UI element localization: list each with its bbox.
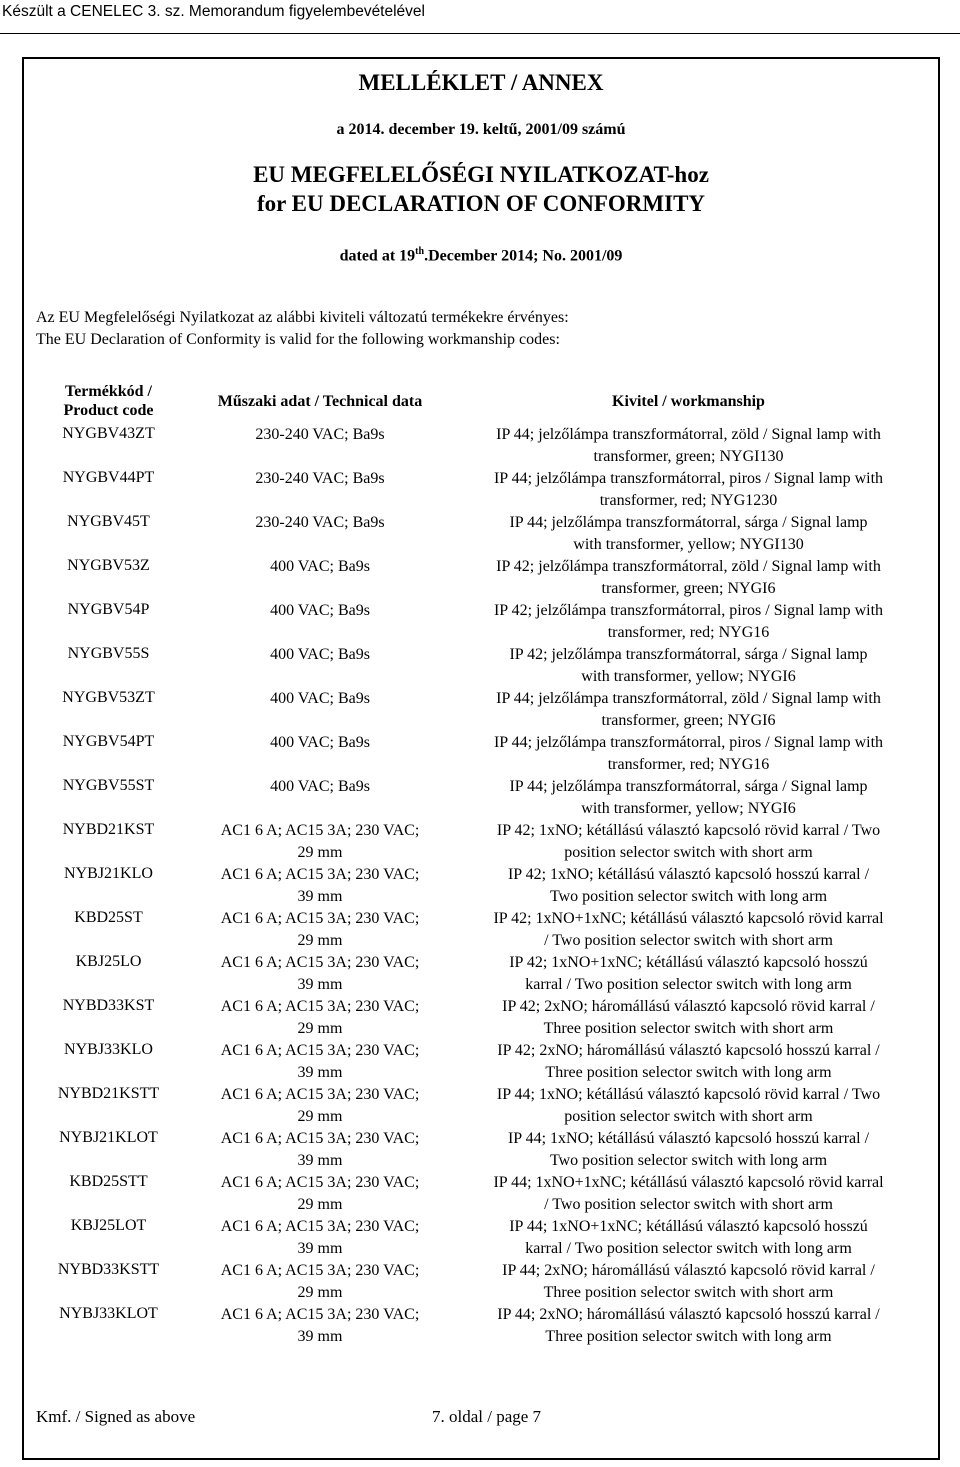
product-code: NYGBV54P <box>67 601 150 618</box>
technical-data <box>186 908 454 952</box>
product-code: KBD25ST <box>74 909 143 926</box>
workmanship-line: IP 42; 2xNO; háromállású választó kapcsoló hosszú karral / <box>497 1042 880 1059</box>
workmanship-line: IP 42; jelzőlámpa transzformátorral, piros / Signal lamp with <box>493 602 884 619</box>
product-code: NYBJ21KLOT <box>59 1129 158 1146</box>
workmanship <box>454 996 923 1040</box>
header-workmanship: Kivitel / workmanship <box>612 392 765 410</box>
product-table <box>31 378 923 1348</box>
table-row <box>31 424 923 468</box>
header-technical-data: Műszaki adat / Technical data <box>217 392 423 410</box>
workmanship-line: Two position selector switch with long arm <box>549 1152 828 1169</box>
technical-data <box>186 776 454 820</box>
technical-data-line: 39 mm <box>297 1064 343 1081</box>
product-code: NYGBV55ST <box>62 777 155 794</box>
technical-data-line: 29 mm <box>297 1196 343 1213</box>
technical-data <box>186 600 454 644</box>
workmanship-line: IP 42; jelzőlámpa transzformátorral, zöld / Signal lamp with <box>496 558 881 575</box>
workmanship-line: transformer, red; NYG16 <box>607 756 770 773</box>
workmanship <box>454 688 923 732</box>
workmanship-line: IP 42; 1xNO; kétállású választó kapcsoló hosszú karral / <box>507 866 870 883</box>
technical-data-line: 39 mm <box>297 888 343 905</box>
workmanship-line: IP 44; jelzőlámpa transzformátorral, zöld / Signal lamp with <box>496 426 881 443</box>
product-code: NYBD21KSTT <box>57 1085 160 1102</box>
document-header: Készült a CENELEC 3. sz. Memorandum figyelembevételével <box>2 3 425 20</box>
workmanship-line: transformer, green; NYGI6 <box>601 712 776 729</box>
workmanship-line: IP 44; 2xNO; háromállású választó kapcsoló rövid karral / <box>502 1262 875 1279</box>
technical-data <box>186 468 454 512</box>
intro-text <box>36 307 569 351</box>
signed-note: Kmf. / Signed as above <box>36 1407 196 1426</box>
workmanship-line: IP 44; jelzőlámpa transzformátorral, sárga / Signal lamp <box>509 778 868 795</box>
technical-data <box>186 996 454 1040</box>
product-code: NYGBV53Z <box>67 557 150 574</box>
technical-data <box>186 644 454 688</box>
technical-data-line: AC1 6 A; AC15 3A; 230 VAC; <box>220 822 420 839</box>
product-code: NYBJ21KLO <box>64 865 153 882</box>
workmanship-line: karral / Two position selector switch with long arm <box>525 976 852 993</box>
intro-en: The EU Declaration of Conformity is valid for the following workmanship codes: <box>36 331 560 348</box>
workmanship <box>454 1216 923 1260</box>
technical-data <box>186 1304 454 1348</box>
workmanship-line: karral / Two position selector switch with long arm <box>525 1240 852 1257</box>
workmanship-line: Two position selector switch with long arm <box>549 888 828 905</box>
technical-data-line: 400 VAC; Ba9s <box>270 602 370 619</box>
workmanship-line: / Two position selector switch with short arm <box>544 1196 833 1213</box>
table-row <box>31 1304 923 1348</box>
technical-data-line: 400 VAC; Ba9s <box>270 778 370 795</box>
technical-data <box>186 1260 454 1304</box>
workmanship-line: transformer, green; NYGI6 <box>601 580 776 597</box>
intro-hu: Az EU Megfelelőségi Nyilatkozat az alábbi kiviteli változatú termékekre érvényes: <box>36 309 569 326</box>
technical-data <box>186 688 454 732</box>
technical-data <box>186 1040 454 1084</box>
table-row <box>31 952 923 996</box>
workmanship <box>454 1260 923 1304</box>
technical-data-line: AC1 6 A; AC15 3A; 230 VAC; <box>220 1306 420 1323</box>
table-row <box>31 908 923 952</box>
workmanship <box>454 1172 923 1216</box>
technical-data-line: 230-240 VAC; Ba9s <box>255 470 385 487</box>
workmanship <box>454 1040 923 1084</box>
header-divider <box>0 33 960 34</box>
technical-data-line: 400 VAC; Ba9s <box>270 646 370 663</box>
product-code: NYBD33KST <box>62 997 155 1014</box>
technical-data-line: AC1 6 A; AC15 3A; 230 VAC; <box>220 1174 420 1191</box>
workmanship-line: position selector switch with short arm <box>564 1108 813 1125</box>
header-product-code-hu: Termékkód / <box>65 383 152 400</box>
table-row <box>31 600 923 644</box>
table-row <box>31 864 923 908</box>
declaration-title-hu: EU MEGFELELŐSÉGI NYILATKOZAT-hoz <box>253 162 709 187</box>
technical-data <box>186 820 454 864</box>
technical-data-line: 29 mm <box>297 1284 343 1301</box>
technical-data-line: AC1 6 A; AC15 3A; 230 VAC; <box>220 954 420 971</box>
workmanship-line: IP 44; jelzőlámpa transzformátorral, zöld / Signal lamp with <box>496 690 881 707</box>
table-row <box>31 468 923 512</box>
table-row <box>31 556 923 600</box>
workmanship <box>454 1128 923 1172</box>
workmanship-line: IP 44; jelzőlámpa transzformátorral, piros / Signal lamp with <box>493 734 884 751</box>
workmanship-line: IP 42; 2xNO; háromállású választó kapcsoló rövid karral / <box>502 998 875 1015</box>
workmanship-line: IP 44; 1xNO; kétállású választó kapcsoló rövid karral / Two <box>496 1086 881 1103</box>
technical-data-line: 39 mm <box>297 1152 343 1169</box>
workmanship-line: IP 42; 1xNO+1xNC; kétállású választó kapcsoló rövid karral <box>493 910 884 927</box>
technical-data-line: AC1 6 A; AC15 3A; 230 VAC; <box>220 1262 420 1279</box>
workmanship-line: IP 44; 1xNO; kétállású választó kapcsoló hosszú karral / <box>507 1130 870 1147</box>
workmanship <box>454 644 923 688</box>
technical-data <box>186 952 454 996</box>
declaration-title <box>24 160 938 218</box>
dated-ordinal: th <box>415 246 425 257</box>
technical-data-line: 29 mm <box>297 1020 343 1037</box>
workmanship-line: transformer, red; NYG16 <box>607 624 770 641</box>
workmanship <box>454 776 923 820</box>
dated-line <box>24 246 938 265</box>
technical-data <box>186 1172 454 1216</box>
product-code: NYBD21KST <box>62 821 155 838</box>
technical-data-line: AC1 6 A; AC15 3A; 230 VAC; <box>220 1042 420 1059</box>
workmanship-line: IP 42; 1xNO; kétállású választó kapcsoló rövid karral / Two <box>496 822 881 839</box>
technical-data-line: 230-240 VAC; Ba9s <box>255 426 385 443</box>
technical-data <box>186 1216 454 1260</box>
technical-data-line: 29 mm <box>297 1108 343 1125</box>
product-code: NYBD33KSTT <box>57 1261 160 1278</box>
technical-data <box>186 864 454 908</box>
technical-data-line: AC1 6 A; AC15 3A; 230 VAC; <box>220 998 420 1015</box>
technical-data-line: 39 mm <box>297 1240 343 1257</box>
product-code: NYGBV54PT <box>62 733 155 750</box>
technical-data-line: 400 VAC; Ba9s <box>270 690 370 707</box>
workmanship-line: Three position selector switch with long arm <box>545 1064 832 1081</box>
product-code: KBD25STT <box>69 1173 148 1190</box>
workmanship-line: IP 44; 2xNO; háromállású választó kapcsoló hosszú karral / <box>497 1306 880 1323</box>
product-code: NYBJ33KLOT <box>59 1305 158 1322</box>
workmanship <box>454 908 923 952</box>
workmanship-line: IP 44; 1xNO+1xNC; kétállású választó kapcsoló rövid karral <box>493 1174 884 1191</box>
table-row <box>31 1128 923 1172</box>
annex-title: MELLÉKLET / ANNEX <box>358 70 604 95</box>
table-row <box>31 1084 923 1128</box>
technical-data <box>186 424 454 468</box>
product-code: NYGBV53ZT <box>62 689 155 706</box>
declaration-title-en: for EU DECLARATION OF CONFORMITY <box>256 191 706 216</box>
product-code: NYBJ33KLO <box>64 1041 153 1058</box>
table-row <box>31 1172 923 1216</box>
workmanship <box>454 820 923 864</box>
product-code: KBJ25LOT <box>70 1217 147 1234</box>
product-code: KBJ25LO <box>75 953 142 970</box>
workmanship <box>454 732 923 776</box>
technical-data <box>186 1128 454 1172</box>
workmanship <box>454 556 923 600</box>
table-header-row <box>31 378 923 424</box>
workmanship-line: IP 42; 1xNO+1xNC; kétállású választó kapcsoló hosszú <box>509 954 868 971</box>
header-product-code <box>31 378 186 424</box>
technical-data-line: 39 mm <box>297 1328 343 1345</box>
technical-data-line: AC1 6 A; AC15 3A; 230 VAC; <box>220 910 420 927</box>
table-row <box>31 776 923 820</box>
workmanship <box>454 600 923 644</box>
technical-data-line: AC1 6 A; AC15 3A; 230 VAC; <box>220 1218 420 1235</box>
header-product-code-en: Product code <box>63 402 154 419</box>
workmanship-line: with transformer, yellow; NYGI130 <box>573 536 804 553</box>
table-row <box>31 512 923 556</box>
technical-data <box>186 512 454 556</box>
technical-data-line: AC1 6 A; AC15 3A; 230 VAC; <box>220 1130 420 1147</box>
technical-data <box>186 1084 454 1128</box>
product-rows <box>31 424 923 1348</box>
dated-prefix: dated at 19 <box>339 247 416 265</box>
workmanship-line: Three position selector switch with short arm <box>543 1284 834 1301</box>
technical-data-line: 29 mm <box>297 932 343 949</box>
table-row <box>31 644 923 688</box>
table-row <box>31 1040 923 1084</box>
table-row <box>31 820 923 864</box>
technical-data-line: 39 mm <box>297 976 343 993</box>
technical-data-line: 29 mm <box>297 844 343 861</box>
workmanship <box>454 512 923 556</box>
table-row <box>31 1260 923 1304</box>
workmanship <box>454 1304 923 1348</box>
workmanship-line: IP 44; jelzőlámpa transzformátorral, sárga / Signal lamp <box>509 514 868 531</box>
technical-data-line: AC1 6 A; AC15 3A; 230 VAC; <box>220 1086 420 1103</box>
workmanship-line: / Two position selector switch with short arm <box>544 932 833 949</box>
page-number: 7. oldal / page 7 <box>432 1407 542 1426</box>
workmanship <box>454 952 923 996</box>
workmanship-line: with transformer, yellow; NYGI6 <box>581 668 796 685</box>
declaration-date-line: a 2014. december 19. keltű, 2001/09 számú <box>336 121 626 138</box>
annex-frame <box>22 57 940 1460</box>
technical-data <box>186 732 454 776</box>
workmanship-line: transformer, red; NYG1230 <box>599 492 778 509</box>
workmanship-line: position selector switch with short arm <box>564 844 813 861</box>
workmanship-line: Three position selector switch with short arm <box>543 1020 834 1037</box>
workmanship-line: with transformer, yellow; NYGI6 <box>581 800 796 817</box>
workmanship <box>454 864 923 908</box>
table-row <box>31 688 923 732</box>
dated-suffix: .December 2014; No. 2001/09 <box>424 247 623 265</box>
workmanship-line: IP 42; jelzőlámpa transzformátorral, sárga / Signal lamp <box>509 646 868 663</box>
table-row <box>31 1216 923 1260</box>
technical-data-line: AC1 6 A; AC15 3A; 230 VAC; <box>220 866 420 883</box>
workmanship <box>454 1084 923 1128</box>
technical-data-line: 400 VAC; Ba9s <box>270 558 370 575</box>
technical-data <box>186 556 454 600</box>
workmanship <box>454 424 923 468</box>
table-row <box>31 996 923 1040</box>
technical-data-line: 230-240 VAC; Ba9s <box>255 514 385 531</box>
technical-data-line: 400 VAC; Ba9s <box>270 734 370 751</box>
workmanship-line: IP 44; jelzőlámpa transzformátorral, piros / Signal lamp with <box>493 470 884 487</box>
product-code: NYGBV44PT <box>62 469 155 486</box>
table-row <box>31 732 923 776</box>
product-code: NYGBV43ZT <box>62 425 155 442</box>
workmanship <box>454 468 923 512</box>
workmanship-line: IP 44; 1xNO+1xNC; kétállású választó kapcsoló hosszú <box>509 1218 868 1235</box>
product-code: NYGBV45T <box>67 513 150 530</box>
workmanship-line: transformer, green; NYGI130 <box>593 448 784 465</box>
product-code: NYGBV55S <box>67 645 150 662</box>
workmanship-line: Three position selector switch with long arm <box>545 1328 832 1345</box>
